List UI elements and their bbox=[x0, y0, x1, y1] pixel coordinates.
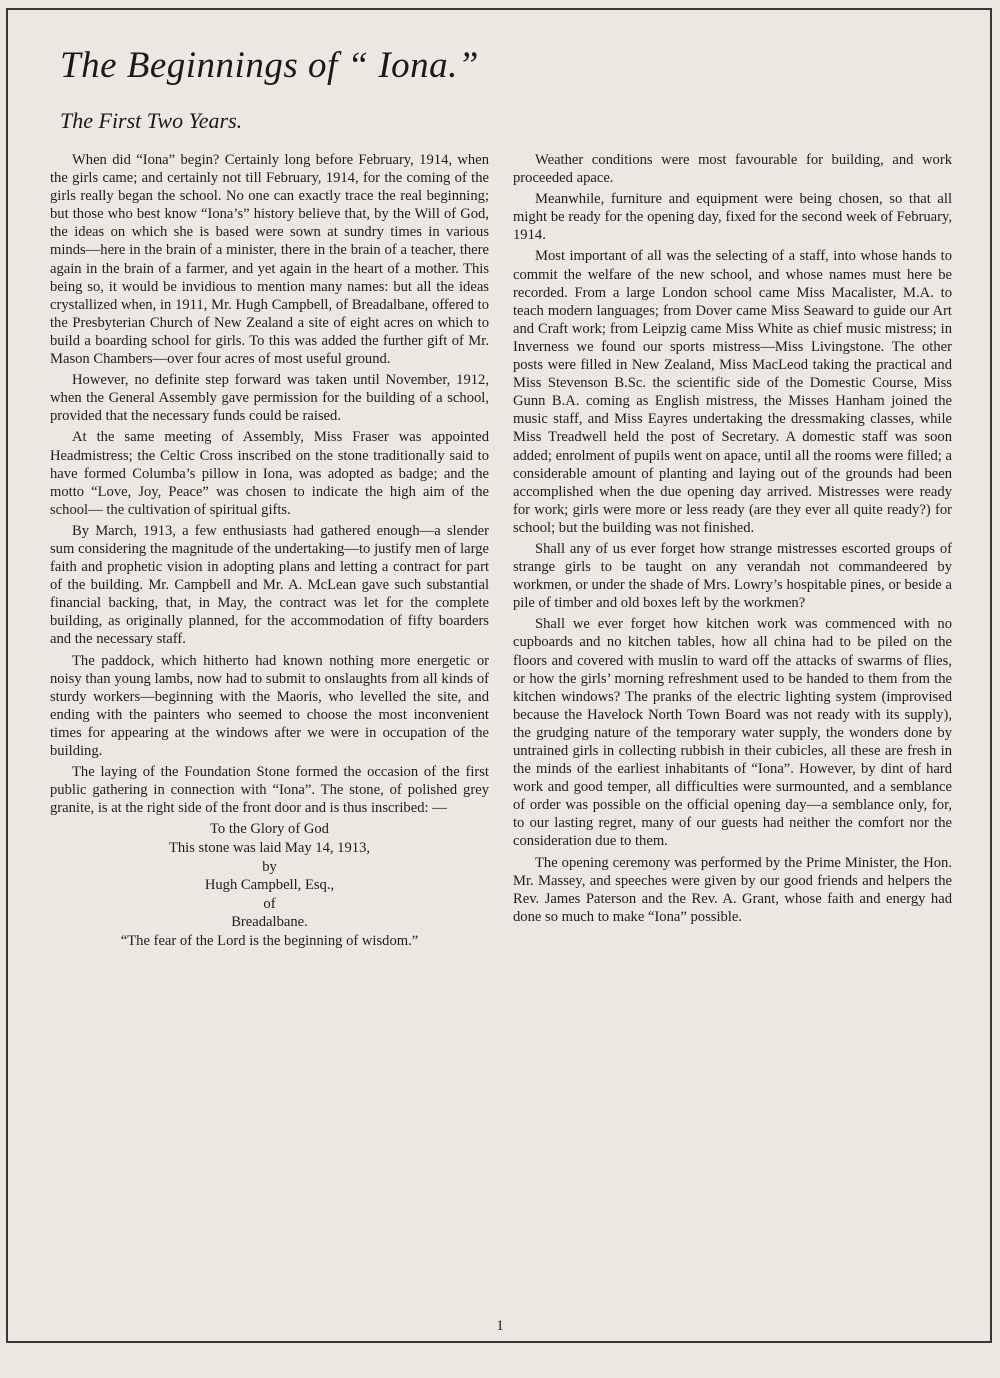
foundation-stone-inscription bbox=[50, 820, 489, 950]
paragraph: At the same meeting of Assembly, Miss Fraser was appointed Headmistress; the Celtic Cross inscribed on the stone traditionally said to have formed Columba’s pillow in Iona, was adopted as badge; and the motto “Love, Joy, Peace” was chosen to indicate the high aim of the school— the cultivation of spiritual gifts. bbox=[50, 429, 489, 518]
article-title: The Beginnings of “ Iona.” bbox=[60, 45, 479, 86]
paragraph: Meanwhile, furniture and equipment were being chosen, so that all might be ready for the opening day, fixed for the second week of February, 1914. bbox=[513, 191, 952, 244]
paragraph: The opening ceremony was performed by the Prime Minister, the Hon. Mr. Massey, and speeches were given by our good friends and helpers the Rev. James Paterson and the Rev. A. Grant, whose faith and energy had done so much to make “Iona” possible. bbox=[513, 854, 952, 925]
paragraph: Shall we ever forget how kitchen work was commenced with no cupboards and no kitchen tables, how all china had to be piled on the floors and covered with muslin to ward off the attacks of swarms of flies, or how the girls’ morning refreshment used to be handed to them from the kitchen windows? The pranks of the electric lighting system (improvised because the Havelock North Town Board was not ready with its supply), the grudging nature of the temporary water supply, the wonders done by untrained girls in collecting rubbish in their cubicles, all these are fresh in the minds of the earliest inhabitants of “Iona”. However, by dint of hard work and good temper, all difficulties were surmounted, and a semblance of order was possible on the official opening day—a semblance only, for, to our lasting regret, many of our guests had neither the comfort nor the consideration due to them. bbox=[513, 616, 952, 850]
right-column bbox=[513, 151, 952, 926]
paragraph: Most important of all was the selecting of a staff, into whose hands to commit the welfare of the new school, and whose names must here be recorded. From a large London school came Miss Macalister, M.A. to teach modern languages; from Dover came Miss Seaward to guide our Art and Craft work; from Leipzig came Miss White as chief music mistress; in Inverness we found our sports mistress—Miss Livingstone. The other posts were filled in New Zealand, Miss MacLeod taking the practical and Miss Stevenson B.Sc. the scientific side of the Domestic Course, Miss Gunn B.A. coming as English mistress, the Misses Hanham joined the music staff, and Miss Eayres undertaking the dressmaking classes, while Miss Treadwell held the post of Secretary. A domestic staff was soon added; enrolment of pupils went on apace, until all the rooms were filled; a considerable amount of planting and laying out of the grounds had been accomplished when the due opening day arrived. Mistresses were ready for work; girls were more or less ready (are they ever all quite ready?) for school; but the building was not finished. bbox=[513, 248, 952, 536]
paragraph: By March, 1913, a few enthusiasts had gathered enough—a slender sum considering the magnitude of the undertaking—to justify men of large faith and prophetic vision in adopting plans and letting a contract for part of the building. Mr. Campbell and Mr. A. McLean gave such substantial financial backing, that, in May, the contract was let for the complete building, as originally planned, for the accommodation of fifty boarders and the necessary staff. bbox=[50, 522, 489, 648]
paragraph: Shall any of us ever forget how strange mistresses escorted groups of strange girls to be taught on any verandah not commandeered by workmen, or under the shade of Mrs. Lowry’s hospitable pines, or beside a pile of timber and old boxes left by the workmen? bbox=[513, 540, 952, 612]
left-column bbox=[50, 151, 489, 951]
paragraph: The paddock, which hitherto had known nothing more energetic or noisy than young lambs, now had to submit to onslaughts from all kinds of sturdy workers—beginning with the Maoris, who levelled the site, and ending with the painters who seemed to choose the most inconvenient times for appearing at the windows after we were in occupation of the building. bbox=[50, 652, 489, 759]
paragraph: Weather conditions were most favourable for building, and work proceeded apace. bbox=[513, 152, 952, 187]
article-subtitle: The First Two Years. bbox=[60, 108, 243, 133]
paragraph: However, no definite step forward was taken until November, 1912, when the General Assembly gave permission for the building of a school, provided that the necessary funds could be raised. bbox=[50, 372, 489, 425]
paragraph: When did “Iona” begin? Certainly long before February, 1914, when the girls came; and certainly not till February, 1914, for the coming of the girls really began the school. No one can exactly trace the real beginning; but those who best know “Iona’s” history believe that, by the Will of God, the ideas on which she is based were sown at sundry times in various minds—here in the brain of a minister, there in the brain of a teacher, there again in the brain of a farmer, and yet again in the heart of a mother. This being so, it would be invidious to mention many names: but all the ideas crystallized when, in 1911, Mr. Hugh Campbell, of Breadalbane, offered to the Presbyterian Church of New Zealand a site of eight acres on which to build a boarding school for girls. To this was added the further gift of Mr. Mason Chambers—over four acres of most useful ground. bbox=[50, 152, 489, 368]
inscription-line: Hugh Campbell, Esq., bbox=[204, 877, 335, 894]
inscription-line: by bbox=[262, 858, 277, 875]
inscription-line: of bbox=[263, 895, 276, 912]
page-number: 1 bbox=[496, 1318, 504, 1334]
inscription-line: Breadalbane. bbox=[231, 914, 308, 931]
inscription-line: To the Glory of God bbox=[210, 821, 329, 838]
paragraph: The laying of the Foundation Stone formed the occasion of the first public gathering in connection with “Iona”. The stone, of polished grey granite, is at the right side of the front door and is thus inscribed: — bbox=[50, 764, 489, 817]
inscription-line: “The fear of the Lord is the beginning of wisdom.” bbox=[120, 932, 419, 949]
inscription-line: This stone was laid May 14, 1913, bbox=[168, 839, 371, 856]
